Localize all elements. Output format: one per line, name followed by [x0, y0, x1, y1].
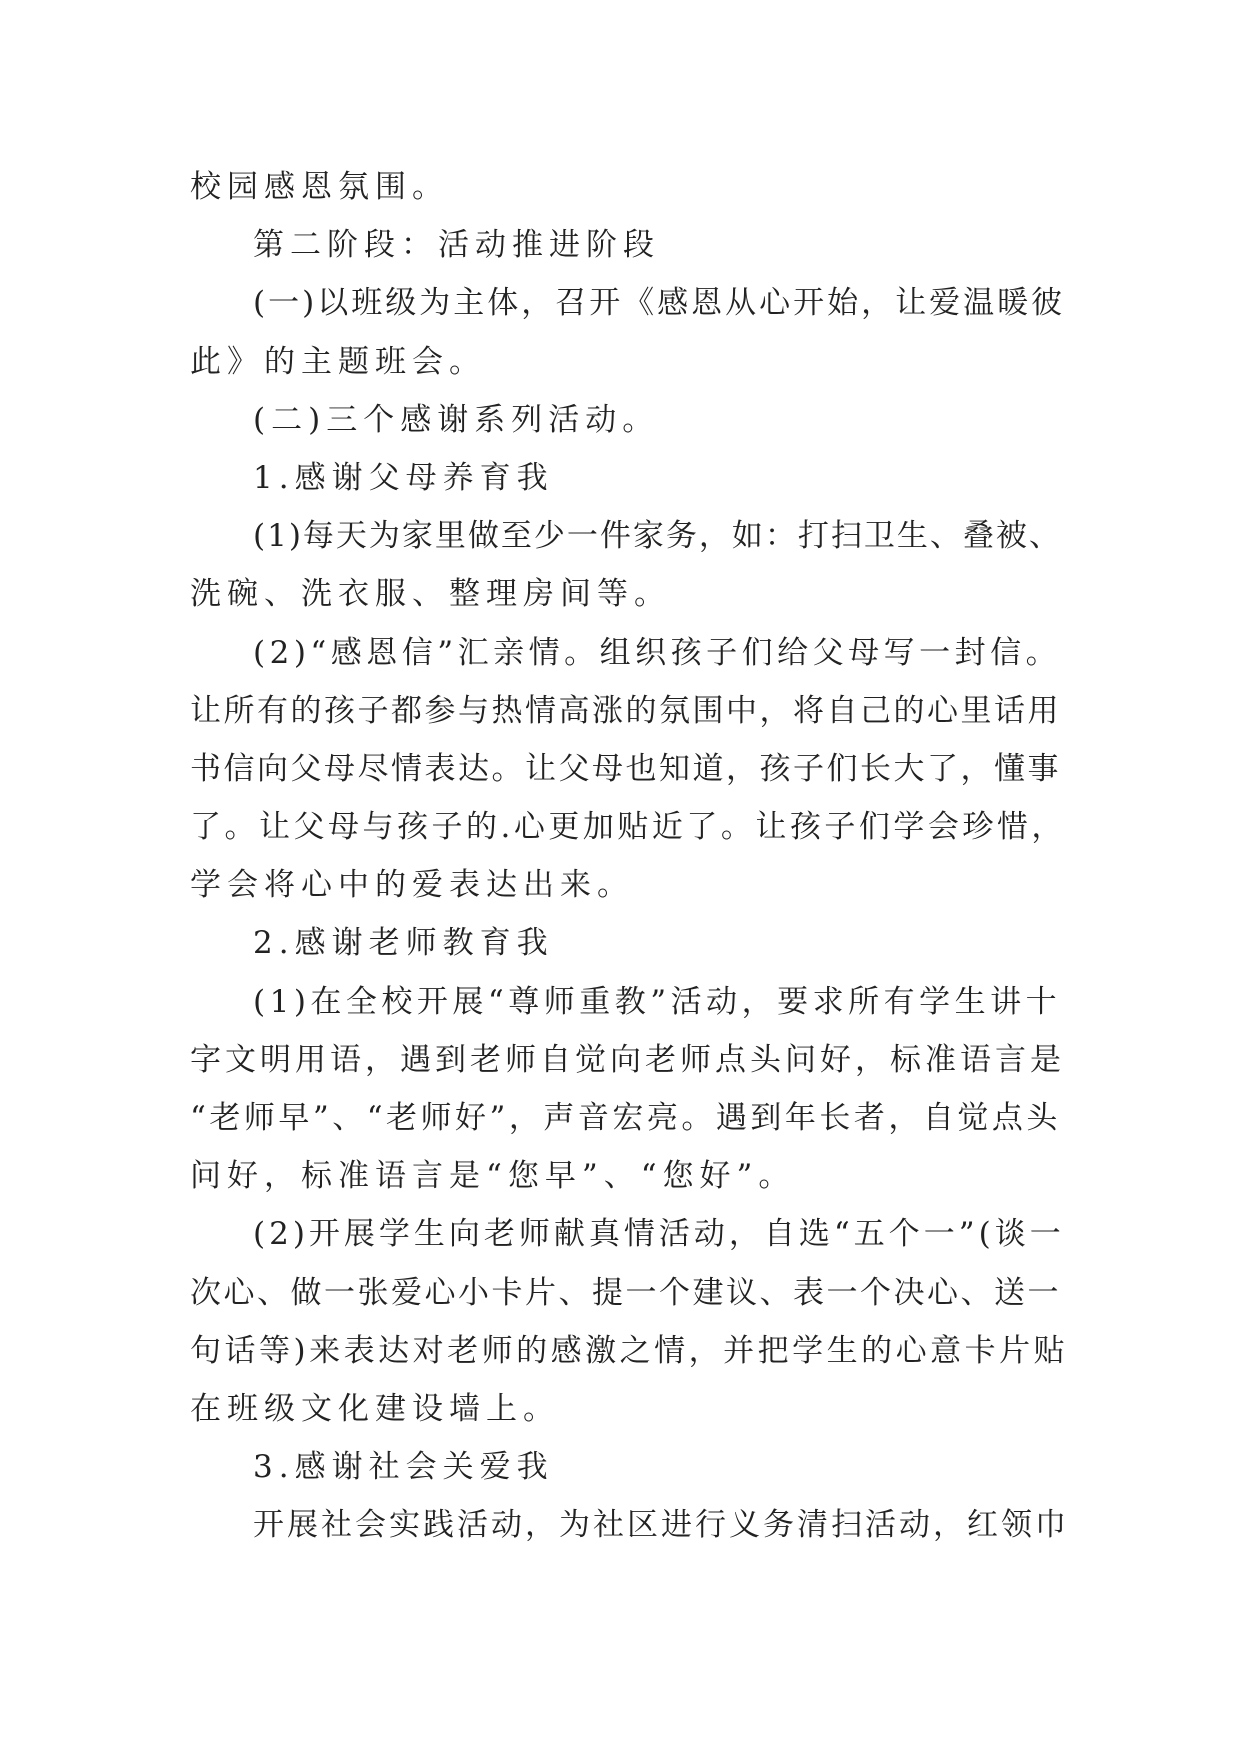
document-body: [190, 158, 1070, 1555]
text-line: 开展社会实践活动，为社区进行义务清扫活动，红领巾: [253, 1507, 1069, 1544]
text-line: 字文明用语，遇到老师自觉向老师点头问好，标准语言是: [190, 1041, 1065, 1078]
text-line: 句话等)来表达对老师的感激之情，并把学生的心意卡片贴: [190, 1332, 1069, 1369]
text-line: 第二阶段：活动推进阶段: [253, 227, 660, 264]
text-line: 让所有的孩子都参与热情高涨的氛围中，将自己的心里话用: [190, 692, 1061, 729]
text-line: 学会将心中的爱表达出来。: [190, 867, 634, 904]
text-line: (二)三个感谢系列活动。: [253, 401, 660, 438]
text-line: 此》的主题班会。: [190, 343, 486, 380]
text-line: (2)开展学生向老师献真情活动，自选“五个一”(谈一: [253, 1216, 1065, 1253]
text-line: 1.感谢父母养育我: [253, 459, 554, 496]
text-line: 问好，标准语言是“您早”、“您好”。: [190, 1158, 796, 1195]
text-line: 2.感谢老师教育我: [253, 925, 554, 962]
text-line: 在班级文化建设墙上。: [190, 1390, 560, 1427]
text-line: “老师早”、“老师好”，声音宏亮。遇到年长者，自觉点头: [190, 1100, 1061, 1136]
text-line: 3.感谢社会关爱我: [253, 1449, 554, 1486]
text-line: 校园感恩氛围。: [190, 169, 449, 205]
text-line: (1)在全校开展“尊师重教”活动，要求所有学生讲十: [253, 983, 1062, 1020]
text-line: (一)以班级为主体，召开《感恩从心开始，让爱温暖彼: [253, 285, 1066, 322]
text-line: (2)“感恩信”汇亲情。组织孩子们给父母写一封信。: [253, 634, 1062, 671]
text-line: 了。让父母与孩子的.心更加贴近了。让孩子们学会珍惜，: [190, 809, 1066, 846]
text-line: (1)每天为家里做至少一件家务，如：打扫卫生、叠被、: [253, 518, 1062, 555]
text-line: 书信向父母尽情表达。让父母也知道，孩子们长大了，懂事: [190, 750, 1061, 787]
text-line: 次心、做一张爱心小卡片、提一个建议、表一个决心、送一: [190, 1274, 1061, 1311]
text-line: 洗碗、洗衣服、整理房间等。: [190, 576, 671, 613]
